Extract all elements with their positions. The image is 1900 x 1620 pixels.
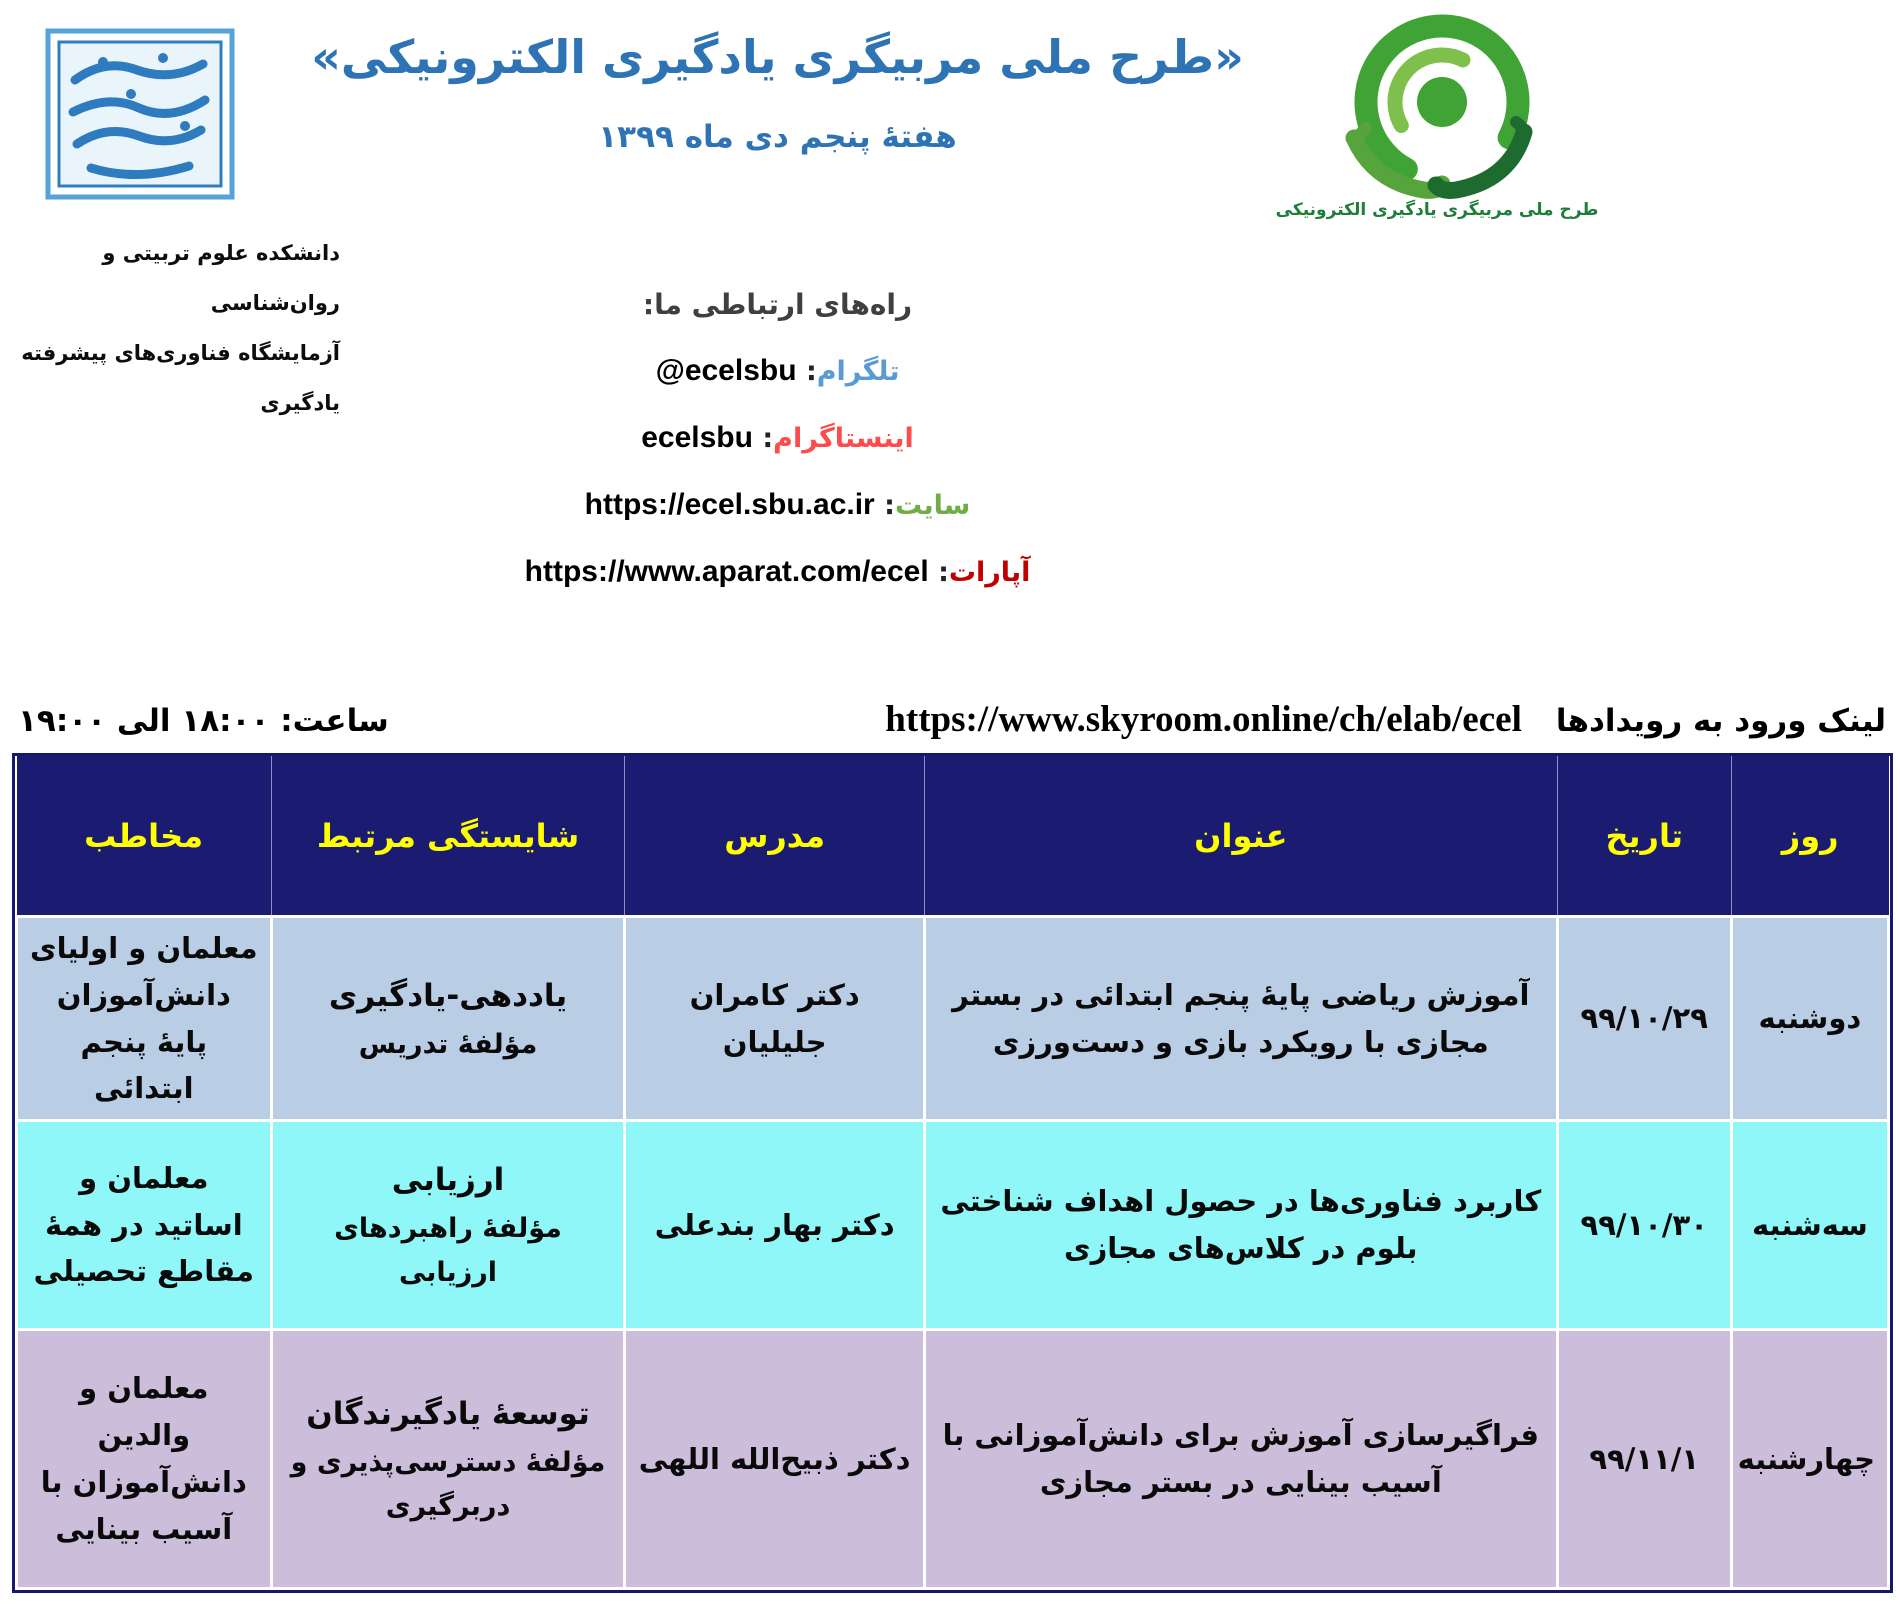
cell-competency — [271, 1121, 625, 1330]
telegram-label: تلگرام — [816, 356, 900, 387]
competency-sub: مؤلفهٔ راهبردهای ارزیابی — [334, 1213, 562, 1289]
header-date: تاریخ — [1557, 756, 1731, 917]
cell-date: ۹۹/۱۰/۳۰ — [1557, 1121, 1731, 1330]
contact-aparat — [525, 555, 1031, 589]
cell-title: کاربرد فناوری‌ها در حصول اهداف شناختی بلوم در کلاس‌های مجازی — [924, 1121, 1557, 1330]
website-url[interactable]: https://ecel.sbu.ac.ir — [584, 488, 875, 521]
aparat-url[interactable]: https://www.aparat.com/ecel — [524, 555, 929, 588]
cell-audience: معلمان و اولیای دانش‌آموزان پایهٔ پنجم ابتدائی — [17, 917, 272, 1121]
events-line — [18, 698, 1886, 741]
events-link-url[interactable]: https://www.skyroom.online/ch/elab/ecel — [885, 699, 1522, 740]
colon: : — [928, 557, 949, 588]
header-title: عنوان — [924, 756, 1557, 917]
cell-competency — [271, 917, 625, 1121]
cell-audience: معلمان و والدین دانش‌آموزان با آسیب بینایی — [17, 1330, 272, 1589]
cell-date: ۹۹/۱۰/۲۹ — [1557, 917, 1731, 1121]
faculty-line-1: دانشکده علوم تربیتی و روان‌شناسی — [102, 241, 340, 315]
events-link-group — [885, 698, 1886, 741]
cell-title: فراگیرسازی آموزش برای دانش‌آموزانی با آسیب بینایی در بستر مجازی — [924, 1330, 1557, 1589]
header-competency: شایستگی مرتبط — [271, 756, 625, 917]
cell-day: سه‌شنبه — [1731, 1121, 1888, 1330]
table-row — [17, 1121, 1889, 1330]
program-logo — [1320, 10, 1558, 202]
contact-heading: راه‌های ارتباطی ما: — [642, 288, 913, 321]
colon: : — [752, 423, 774, 454]
competency-main: یاددهی-یادگیری — [328, 977, 568, 1014]
contact-website — [585, 488, 971, 522]
table-row — [17, 1330, 1889, 1589]
table-header-row — [17, 756, 1889, 917]
cell-instructor: دکتر بهار بندعلی — [625, 1121, 925, 1330]
page-subtitle: هفتهٔ پنجم دی ماه ۱۳۹۹ — [598, 119, 957, 156]
aparat-label: آپارات — [948, 557, 1031, 588]
instagram-label: اینستاگرام — [773, 423, 914, 454]
contact-instagram — [641, 421, 914, 455]
telegram-handle[interactable]: @ecelsbu — [655, 354, 797, 387]
faculty-line-2: آزمایشگاه فناوری‌های پیشرفته یادگیری — [21, 341, 340, 415]
instagram-handle[interactable]: ecelsbu — [641, 421, 753, 454]
page-title: «طرح ملی مربیگری یادگیری الکترونیکی» — [311, 30, 1244, 84]
program-logo-icon — [1320, 10, 1558, 202]
cell-instructor: دکتر کامران جلیلیان — [625, 917, 925, 1121]
competency-sub: مؤلفهٔ دسترسی‌پذیری و دربرگیری — [290, 1447, 606, 1523]
competency-sub: مؤلفهٔ تدریس — [358, 1028, 538, 1060]
header-audience: مخاطب — [17, 756, 272, 917]
cell-instructor: دکتر ذبیح‌الله اللهی — [625, 1330, 925, 1589]
contact-block — [0, 288, 1555, 589]
table-row — [17, 917, 1889, 1121]
header-day: روز — [1731, 756, 1888, 917]
competency-main: ارزیابی — [391, 1162, 505, 1199]
colon: : — [796, 356, 817, 387]
cell-competency — [271, 1330, 625, 1589]
cell-day: دوشنبه — [1731, 917, 1888, 1121]
cell-day: چهارشنبه — [1731, 1330, 1888, 1589]
cell-title: آموزش ریاضی پایهٔ پنجم ابتدائی در بستر مجازی با رویکرد بازی و دست‌ورزی — [924, 917, 1557, 1121]
events-link-label: لینک ورود به رویدادها — [1555, 703, 1886, 739]
colon: : — [874, 490, 895, 521]
competency-main: توسعهٔ یادگیرندگان — [306, 1396, 590, 1433]
events-time: ساعت: ۱۸:۰۰ الی ۱۹:۰۰ — [18, 703, 389, 739]
contact-telegram — [656, 354, 900, 388]
cell-date: ۹۹/۱۱/۱ — [1557, 1330, 1731, 1589]
schedule-table — [15, 756, 1890, 1590]
schedule-table-wrapper — [12, 753, 1893, 1593]
website-label: سایت — [894, 490, 971, 521]
cell-audience: معلمان و اساتید در همهٔ مقاطع تحصیلی — [17, 1121, 272, 1330]
program-logo-caption: طرح ملی مربیگری یادگیری الکترونیکی — [1275, 200, 1599, 220]
header-instructor: مدرس — [625, 756, 925, 917]
